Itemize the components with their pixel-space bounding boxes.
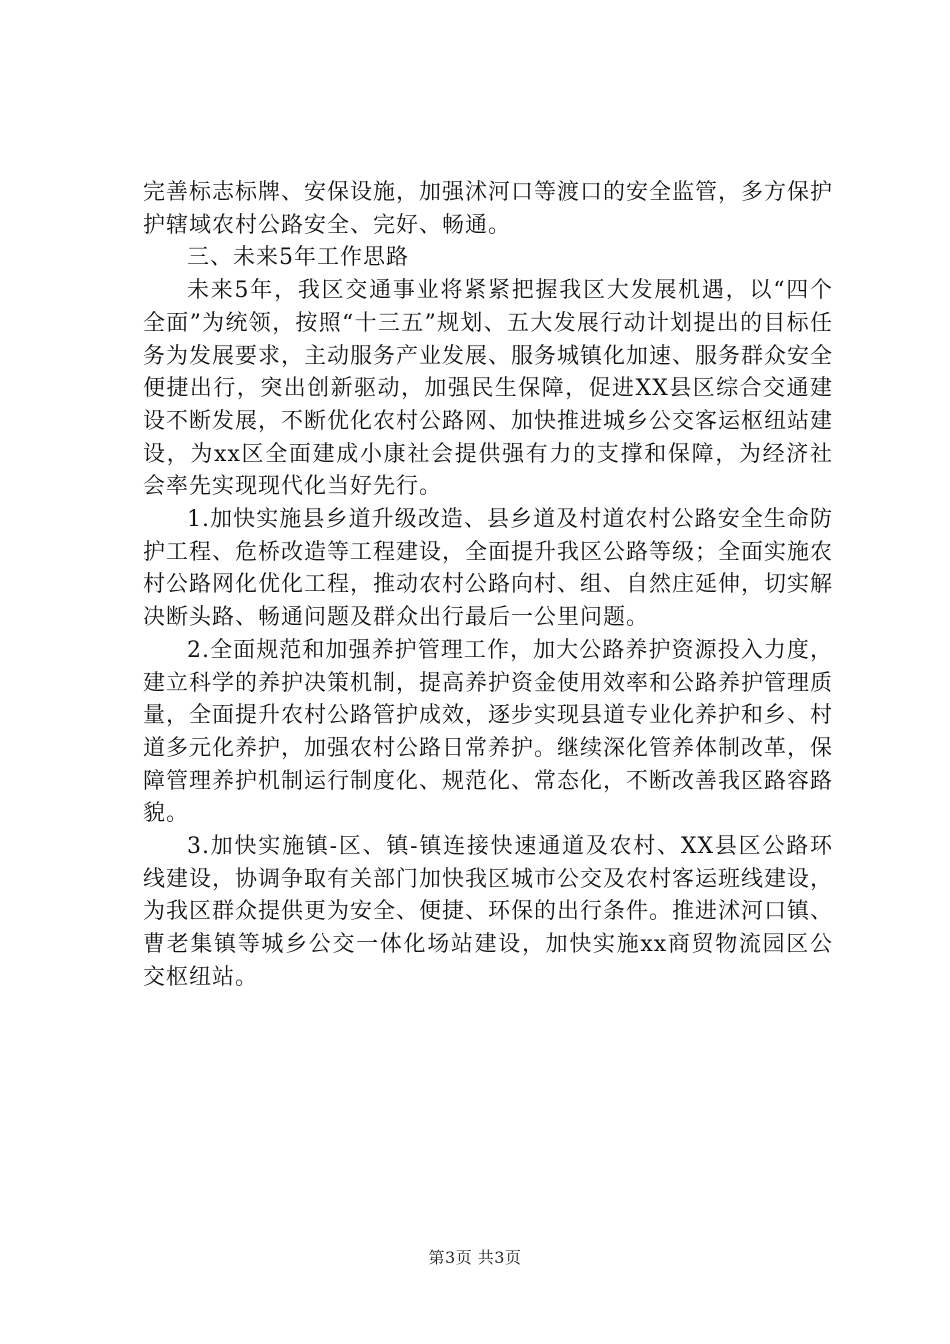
section-heading: 三、未来5年工作思路 [187,245,409,271]
document-body [143,177,833,995]
paragraph-item-2: 2.全面规范和加强养护管理工作，加大公路养护资源投入力度，建立科学的养护决策机制，提高养护资金使用效率和公路养护管理质量，全面提升农村公路管护成效，逐步实现县道专业化养护和乡、村道多元化养护，加强农村公路日常养护。继续深化管养体制改革，保障管理养护机制运行制度化、规范化、常态化，不断改善我区路容路貌。 [143,637,834,827]
page-footer: 第3页 共3页 [428,1248,522,1267]
paragraph-continuation: 完善标志标牌、安保设施，加强沭河口等渡口的安全监管，多方保护护辖域农村公路安全、完好、畅通。 [143,180,834,238]
paragraph-item-3: 3.加快实施镇-区、镇-镇连接快速通道及农村、XX县区公路环线建设，协调争取有关部门加快我区城市公交及农村客运班线建设，为我区群众提供更为安全、便捷、环保的出行条件。推进沭河口镇、曹老集镇等城乡公交一体化场站建设，加快实施xx商贸物流园区公交枢纽站。 [143,834,834,990]
paragraph-intro: 未来5年，我区交通事业将紧紧把握我区大发展机遇，以“四个全面”为统领，按照“十三五”规划、五大发展行动计划提出的目标任务为发展要求，主动服务产业发展、服务城镇化加速、服务群众安全便捷出行，突出创新驱动，加强民生保障，促进XX县区综合交通建设不断发展，不断优化农村公路网、加快推进城乡公交客运枢纽站建设，为xx区全面建成小康社会提供强有力的支撑和保障，为经济社会率先实现现代化当好先行。 [143,278,834,500]
paragraph-item-1: 1.加快实施县乡道升级改造、县乡道及村道农村公路安全生命防护工程、危桥改造等工程建设，全面提升我区公路等级；全面实施农村公路网化优化工程，推动农村公路向村、组、自然庄延伸，切实解决断头路、畅通问题及群众出行最后一公里问题。 [143,507,834,631]
